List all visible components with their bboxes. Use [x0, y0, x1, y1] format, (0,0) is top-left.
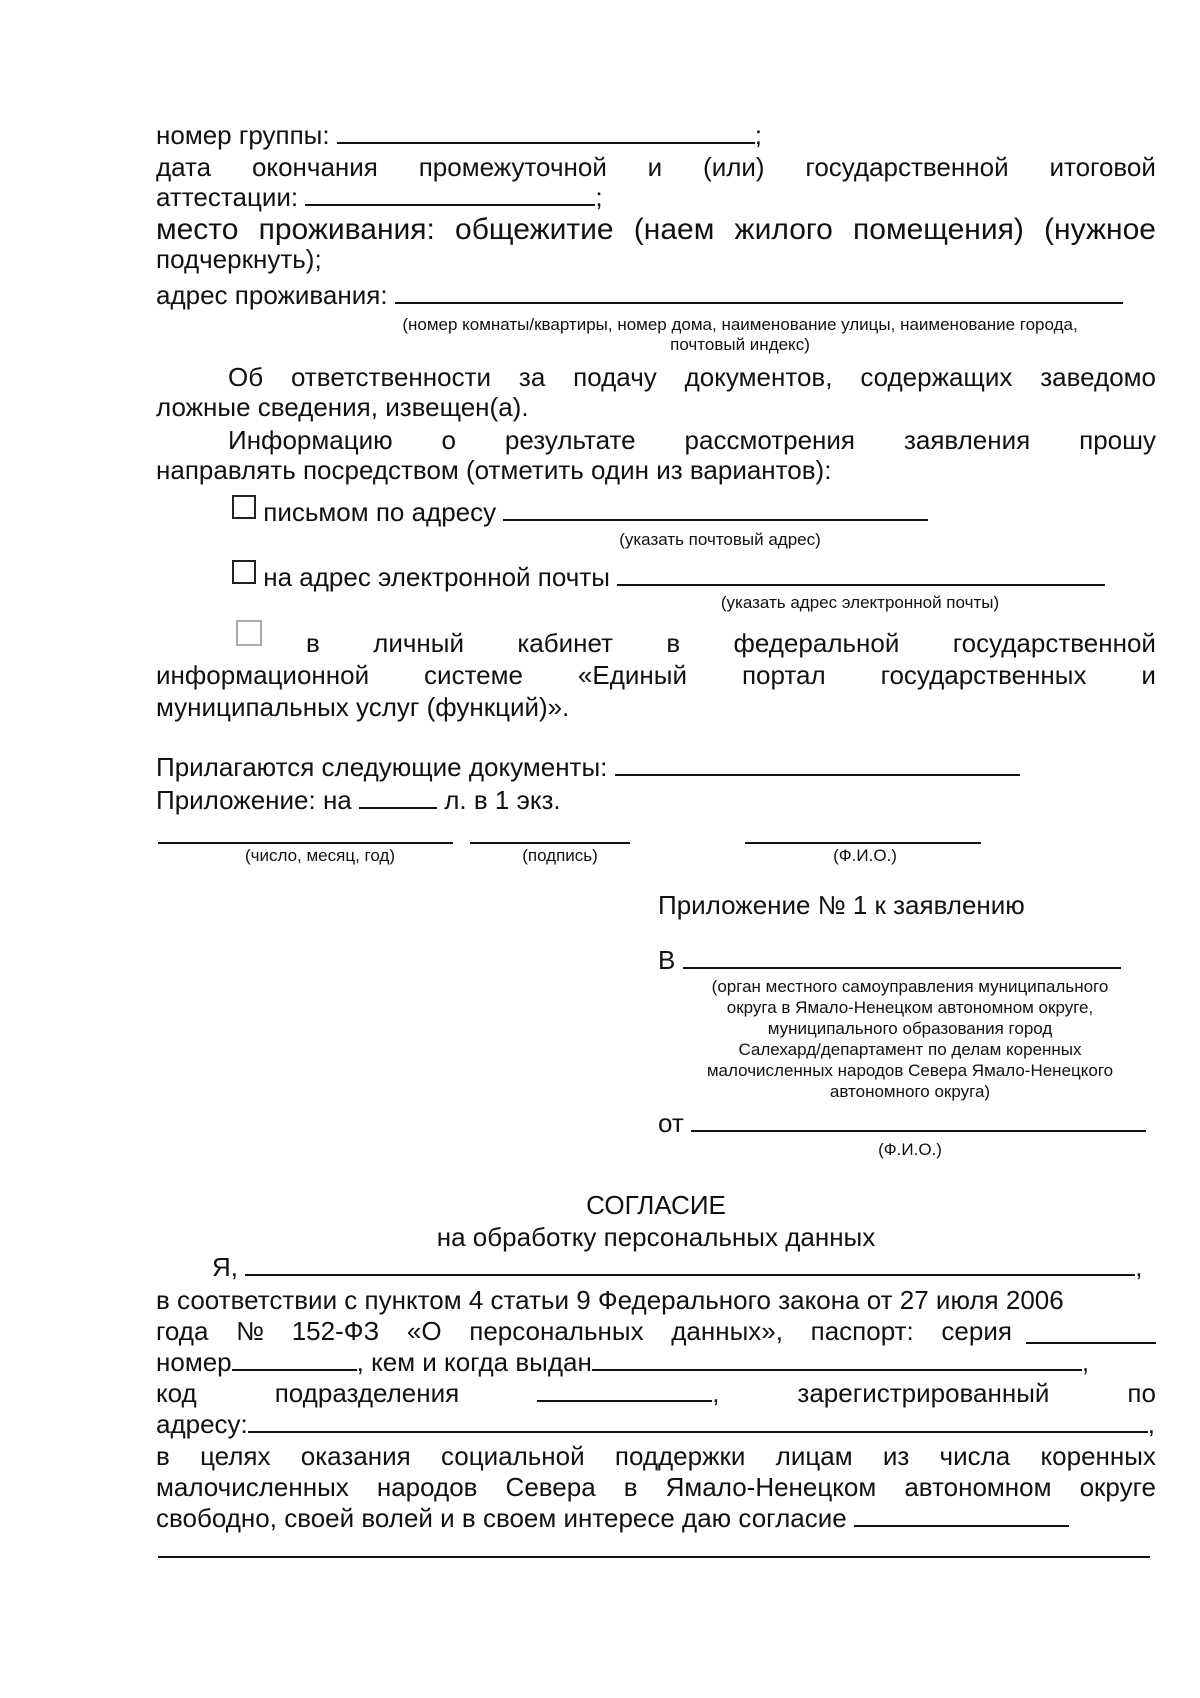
residence-line-2: подчеркнуть);	[156, 244, 322, 274]
info-word: результате	[504, 425, 636, 455]
passport-series-field[interactable]	[1026, 1320, 1156, 1344]
purpose-word: коренных	[1040, 1441, 1156, 1471]
purpose-word: в	[156, 1441, 170, 1471]
attestation-word: итоговой	[1049, 152, 1156, 182]
option-email-caption: (указать адрес электронной почты)	[720, 593, 1000, 612]
residence-word: жилого	[734, 213, 833, 246]
consent-address-field[interactable]	[248, 1409, 1148, 1433]
info-word: Информацию	[228, 425, 393, 455]
purpose-word: оказания	[300, 1441, 411, 1471]
residence-word: проживания:	[258, 213, 435, 246]
consent-title: СОГЛАСИЕ	[586, 1190, 726, 1220]
portal-word: государственных	[880, 660, 1087, 690]
consent-i-line	[212, 1252, 1156, 1282]
responsibility-word: заведомо	[1040, 362, 1156, 392]
purpose-word: народов	[376, 1472, 478, 1502]
purpose-word: автономном	[904, 1472, 1052, 1502]
purpose-word: социальной	[440, 1441, 585, 1471]
sig-sign-caption: (подпись)	[522, 846, 598, 865]
passport-word: №	[236, 1316, 265, 1346]
consent-purpose-line-1	[156, 1441, 1156, 1471]
appendix-to-caption-line: (орган местного самоуправления муниципального	[711, 977, 1109, 996]
consent-address-label: адресу:	[156, 1409, 248, 1439]
attestation-word: дата	[156, 152, 212, 182]
appendix-to-label: В	[658, 945, 676, 975]
consent-law-line: в соответствии с пунктом 4 статьи 9 Федерального закона от 27 июля 2006	[156, 1285, 1064, 1315]
appendix-to-caption	[660, 976, 1160, 1102]
issued-label: , кем и когда выдан	[356, 1347, 592, 1377]
portal-word: информационной	[156, 660, 370, 690]
sig-date-caption: (число, месяц, год)	[244, 846, 396, 865]
attestation-word: государственной	[805, 152, 1009, 182]
attestation-date-field[interactable]	[305, 182, 595, 206]
purpose-word: лицам	[775, 1441, 853, 1471]
passport-number-field[interactable]	[232, 1347, 357, 1371]
option-mail-caption: (указать почтовый адрес)	[619, 530, 821, 549]
passport-word: серия	[941, 1316, 1012, 1346]
consent-passport-line	[156, 1316, 1156, 1346]
address-field[interactable]	[395, 280, 1123, 304]
sig-name-caption: (Ф.И.О.)	[833, 846, 897, 865]
info-word: рассмотрения	[684, 425, 856, 455]
portal-word: государственной	[952, 628, 1156, 658]
address-line	[156, 280, 1156, 310]
portal-word: «Единый	[577, 660, 687, 690]
passport-word: персональных	[469, 1316, 644, 1346]
info-word: о	[441, 425, 456, 455]
consent-continuation-line[interactable]	[158, 1556, 1150, 1558]
purpose-word: Ямало-Ненецком	[665, 1472, 877, 1502]
consent-purpose-line-2	[156, 1472, 1156, 1502]
punct: ,	[1081, 1347, 1090, 1377]
consent-address-line	[156, 1409, 1156, 1439]
attachment-prefix: Приложение: на	[156, 785, 352, 815]
attached-docs-field[interactable]	[615, 752, 1020, 776]
portal-word: и	[1141, 660, 1156, 690]
appendix-to-line	[658, 945, 1158, 975]
info-line-2: направлять посредством (отметить один из вариантов):	[156, 455, 832, 485]
punct: ;	[754, 120, 763, 150]
residence-word: общежитие	[455, 213, 614, 246]
passport-number-label: номер	[156, 1347, 232, 1377]
appendix-to-field[interactable]	[683, 945, 1121, 969]
attestation-label: аттестации:	[156, 182, 299, 212]
appendix-from-caption: (Ф.И.О.)	[878, 1140, 942, 1159]
appendix-from-label: от	[658, 1108, 684, 1138]
attestation-line-1	[156, 152, 1156, 182]
purpose-word: поддержки	[614, 1441, 746, 1471]
attestation-word: и	[647, 152, 663, 182]
appendix-to-caption-line: малочисленных народов Севера Ямало-Ненецкого	[706, 1061, 1114, 1080]
sheet-count-field[interactable]	[359, 785, 437, 809]
info-line-1	[228, 425, 1156, 455]
option-email	[232, 560, 1152, 592]
group-number-line	[156, 120, 1156, 150]
attachment-line	[156, 785, 1156, 815]
attestation-word: окончания	[251, 152, 378, 182]
attestation-word: (или)	[703, 152, 765, 182]
name-signature-line[interactable]	[745, 842, 981, 844]
residence-word: (наем	[633, 213, 715, 246]
address-caption-2: почтовый индекс)	[670, 335, 810, 354]
passport-word: 152-ФЗ	[291, 1316, 380, 1346]
issued-by-field[interactable]	[592, 1347, 1082, 1371]
address-label: адрес проживания:	[156, 280, 388, 310]
consent-code-line	[156, 1378, 1156, 1408]
group-number-field[interactable]	[337, 120, 755, 144]
portal-checkbox[interactable]	[236, 620, 262, 646]
passport-word: «О	[406, 1316, 442, 1346]
residence-word: (нужное	[1044, 213, 1156, 246]
consent-to-field[interactable]	[854, 1503, 1069, 1527]
option-email-label: на адрес электронной почты	[263, 562, 610, 592]
purpose-word: числа	[939, 1441, 1011, 1471]
consent-i-label: Я,	[212, 1252, 238, 1282]
portal-word: федеральной	[733, 628, 900, 658]
consent-number-line	[156, 1347, 1156, 1377]
responsibility-word: Об	[228, 362, 264, 392]
passport-word: паспорт:	[810, 1316, 914, 1346]
appendix-to-caption-line: Салехард/департамент по делам коренных	[738, 1040, 1082, 1059]
passport-word: года	[156, 1316, 209, 1346]
responsibility-line-1	[228, 362, 1156, 392]
portal-word: в	[306, 628, 320, 658]
purpose-word: из	[882, 1441, 910, 1471]
punct: ,	[1147, 1409, 1156, 1439]
mail-address-field[interactable]	[503, 497, 928, 521]
attestation-line-2	[156, 182, 1156, 212]
info-word: прошу	[1079, 425, 1156, 455]
residence-word: помещения)	[853, 213, 1024, 246]
appendix-to-caption-line: округа в Ямало-Ненецком автономном округе,	[726, 998, 1094, 1017]
group-number-label: номер группы:	[156, 120, 330, 150]
address-caption-1: (номер комнаты/квартиры, номер дома, наименование улицы, наименование города,	[402, 315, 1078, 334]
responsibility-line-2: ложные сведения, извещен(а).	[156, 392, 529, 422]
purpose-word: Севера	[505, 1472, 596, 1502]
appendix-to-caption-line: автономного округа)	[829, 1082, 991, 1101]
registered-word: зарегистрированный	[797, 1378, 1050, 1408]
email-checkbox[interactable]	[232, 560, 256, 584]
portal-word: кабинет	[517, 628, 613, 658]
option-portal-line-2	[156, 660, 1156, 690]
purpose-word: в	[623, 1472, 638, 1502]
mail-checkbox[interactable]	[232, 495, 256, 519]
responsibility-word: за	[518, 362, 546, 392]
residence-word: место	[156, 213, 239, 246]
purpose-word: округе	[1079, 1472, 1156, 1502]
option-portal-line-1	[306, 628, 1156, 658]
punct: ,	[1135, 1252, 1143, 1282]
punct: ,	[712, 1378, 720, 1408]
consent-purpose-text: свободно, своей волей и в своем интересе даю согласие	[156, 1503, 847, 1533]
consent-name-field[interactable]	[245, 1252, 1135, 1276]
registered-po: по	[1127, 1378, 1156, 1408]
attached-docs-line	[156, 752, 1156, 782]
consent-purpose-line-3	[156, 1503, 1156, 1533]
appendix-to-caption-line: муниципального образования город	[767, 1019, 1053, 1038]
portal-word: в	[666, 628, 681, 658]
punct: ;	[595, 182, 603, 212]
attestation-word: промежуточной	[418, 152, 607, 182]
purpose-word: малочисленных	[156, 1472, 349, 1502]
code-word-1: код	[156, 1378, 197, 1408]
option-mail-label: письмом по адресу	[263, 497, 497, 527]
responsibility-word: ответственности	[291, 362, 492, 392]
appendix-from-field[interactable]	[691, 1108, 1146, 1132]
responsibility-word: документов,	[684, 362, 833, 392]
appendix-from-line	[658, 1108, 1158, 1138]
signature-line[interactable]	[470, 842, 630, 844]
consent-subtitle: на обработку персональных данных	[436, 1222, 876, 1252]
passport-word: данных»,	[671, 1316, 783, 1346]
portal-word: портал	[741, 660, 826, 690]
date-signature-line[interactable]	[158, 842, 453, 844]
responsibility-word: подачу	[573, 362, 657, 392]
responsibility-word: содержащих	[860, 362, 1013, 392]
portal-word: системе	[424, 660, 523, 690]
residence-line-1	[156, 215, 1156, 245]
attached-docs-label: Прилагаются следующие документы:	[156, 752, 608, 782]
info-word: заявления	[903, 425, 1031, 455]
option-portal-line-3: муниципальных услуг (функций)».	[156, 692, 570, 722]
division-code-field[interactable]	[537, 1378, 712, 1402]
portal-word: личный	[373, 628, 464, 658]
appendix-title: Приложение № 1 к заявлению	[658, 890, 1025, 920]
code-word-2: подразделения	[274, 1378, 460, 1408]
purpose-word: целях	[200, 1441, 271, 1471]
attachment-suffix: л. в 1 экз.	[444, 785, 561, 815]
option-mail	[232, 495, 1132, 527]
email-address-field[interactable]	[617, 562, 1105, 586]
